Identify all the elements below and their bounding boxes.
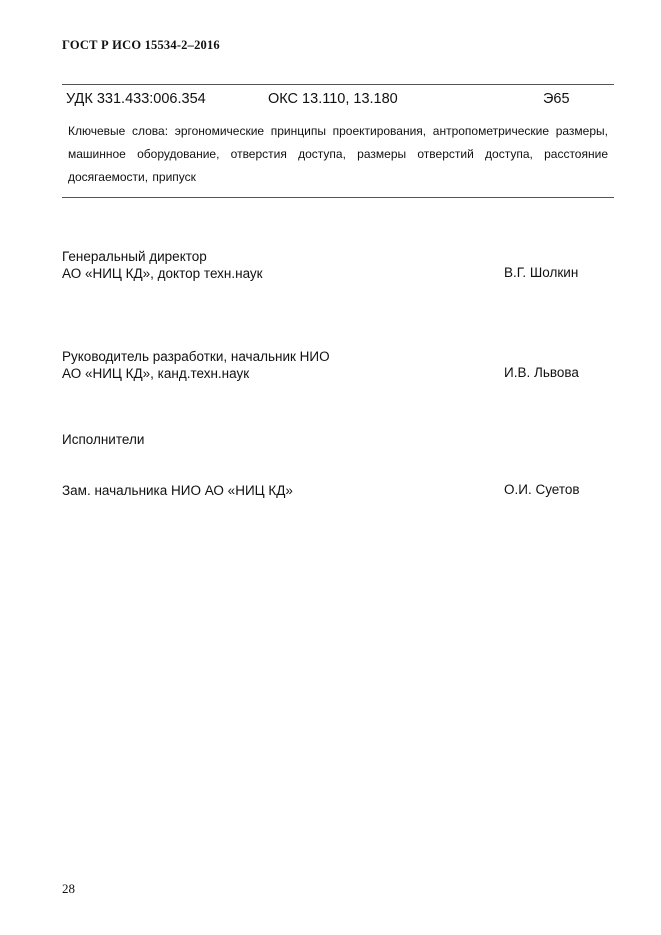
executors-heading: Исполнители <box>62 432 145 447</box>
director-name: В.Г. Шолкин <box>504 265 579 280</box>
classifier-row <box>0 91 661 111</box>
keywords-paragraph: Ключевые слова: эргономические принципы проектирования, антропометрические размеры, машинное оборудование, отверстия доступа, размеры отверстий доступа, расстояние досягаемости, припуск <box>68 124 608 184</box>
director-position: Генеральный директор <box>62 249 207 264</box>
deputy-position: Зам. начальника НИО АО «НИЦ КД» <box>62 483 293 498</box>
deputy-name: О.И. Суетов <box>504 482 580 497</box>
document-header: ГОСТ Р ИСО 15534-2–2016 <box>62 38 220 52</box>
top-divider <box>62 84 614 85</box>
lead-name: И.В. Львова <box>504 365 579 380</box>
lead-position: Руководитель разработки, начальник НИО <box>62 349 330 364</box>
bottom-divider <box>62 197 614 198</box>
page-number: 28 <box>62 881 75 896</box>
oks-code: ОКС 13.110, 13.180 <box>268 91 398 107</box>
director-organization: АО «НИЦ КД», доктор техн.наук <box>62 266 263 281</box>
okstu-code: Э65 <box>543 91 570 107</box>
lead-organization: АО «НИЦ КД», канд.техн.наук <box>62 366 250 381</box>
udk-code: УДК 331.433:006.354 <box>66 91 206 107</box>
